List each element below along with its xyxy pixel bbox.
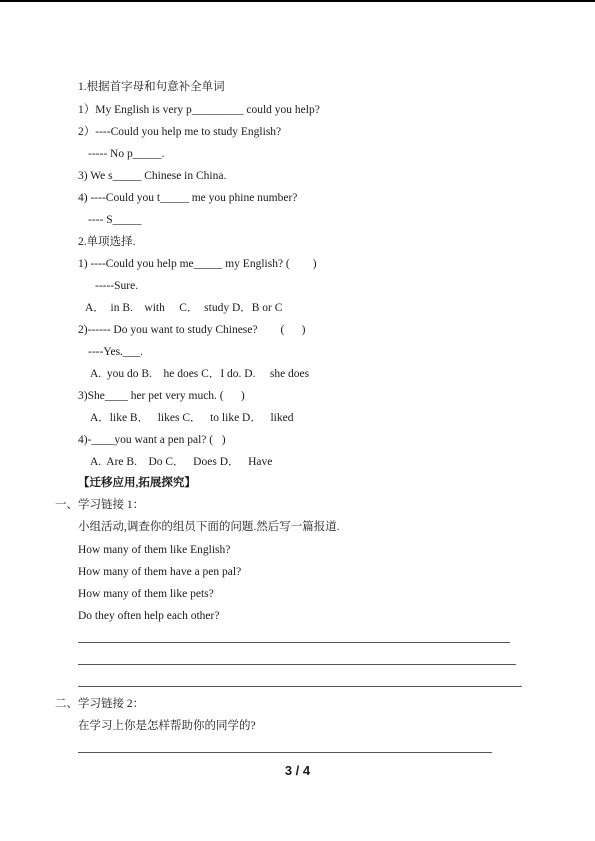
exercise2-q1-reply: -----Sure. xyxy=(95,280,139,292)
link1-title: 一、学习链接 1： xyxy=(55,499,145,511)
exercise2-q1: 1) ----Could you help me_____ my English? ( ) xyxy=(78,258,317,270)
exercise2-q3-options: A．like B． likes C． to like D． liked xyxy=(90,412,294,424)
page-number: 3 / 4 xyxy=(284,763,311,778)
exercise1-q1: 1）My English is very p_________ could you help? xyxy=(78,104,320,116)
exercise1-title: 1.根据首字母和句意补全单词 xyxy=(78,81,225,93)
exercise2-q4: 4)-____you want a pen pal? ( ) xyxy=(78,434,226,446)
exercise1-q2-reply: ----- No p_____. xyxy=(88,148,165,160)
answer-line[interactable] xyxy=(78,664,516,665)
exercise2-q2: 2)------ Do you want to study Chinese? ( ) xyxy=(78,324,306,336)
link1-question: Do they often help each other? xyxy=(78,610,220,622)
exercise2-q2-options: A. you do B. he does C．I do. D. she does xyxy=(90,368,310,380)
answer-line[interactable] xyxy=(78,686,522,687)
link2-question: 在学习上你是怎样帮助你的同学的? xyxy=(78,720,256,732)
exercise2-title: 2.单项选择. xyxy=(78,236,136,248)
exercise2-q1-options: A． in B. with C． study D．B or C xyxy=(85,302,283,314)
exercise2-q3: 3)She____ her pet very much. ( ) xyxy=(78,390,245,402)
exercise1-q4-reply: ---- S_____ xyxy=(88,214,142,226)
answer-line[interactable] xyxy=(78,642,510,643)
link1-question: How many of them like English? xyxy=(78,544,231,556)
exercise1-q4: 4) ----Could you t_____ me you phine number? xyxy=(78,192,298,204)
link1-question: How many of them have a pen pal? xyxy=(78,566,242,578)
top-border xyxy=(0,0,595,2)
exercise1-q3: 3) We s_____ Chinese in China. xyxy=(78,170,227,182)
section-heading: 【迁移应用,拓展探究】 xyxy=(78,477,196,489)
exercise2-q4-options: A. Are B. Do C． Does D． Have xyxy=(90,456,273,468)
link2-title: 二、学习链接 2： xyxy=(55,698,145,710)
exercise1-q2: 2）----Could you help me to study English? xyxy=(78,126,282,138)
link1-instruction: 小组活动,调查你的组员下面的问题.然后写一篇报道. xyxy=(78,521,340,533)
answer-line[interactable] xyxy=(78,752,492,753)
link1-question: How many of them like pets? xyxy=(78,588,214,600)
exercise2-q2-reply: ----Yes.___. xyxy=(88,346,144,358)
